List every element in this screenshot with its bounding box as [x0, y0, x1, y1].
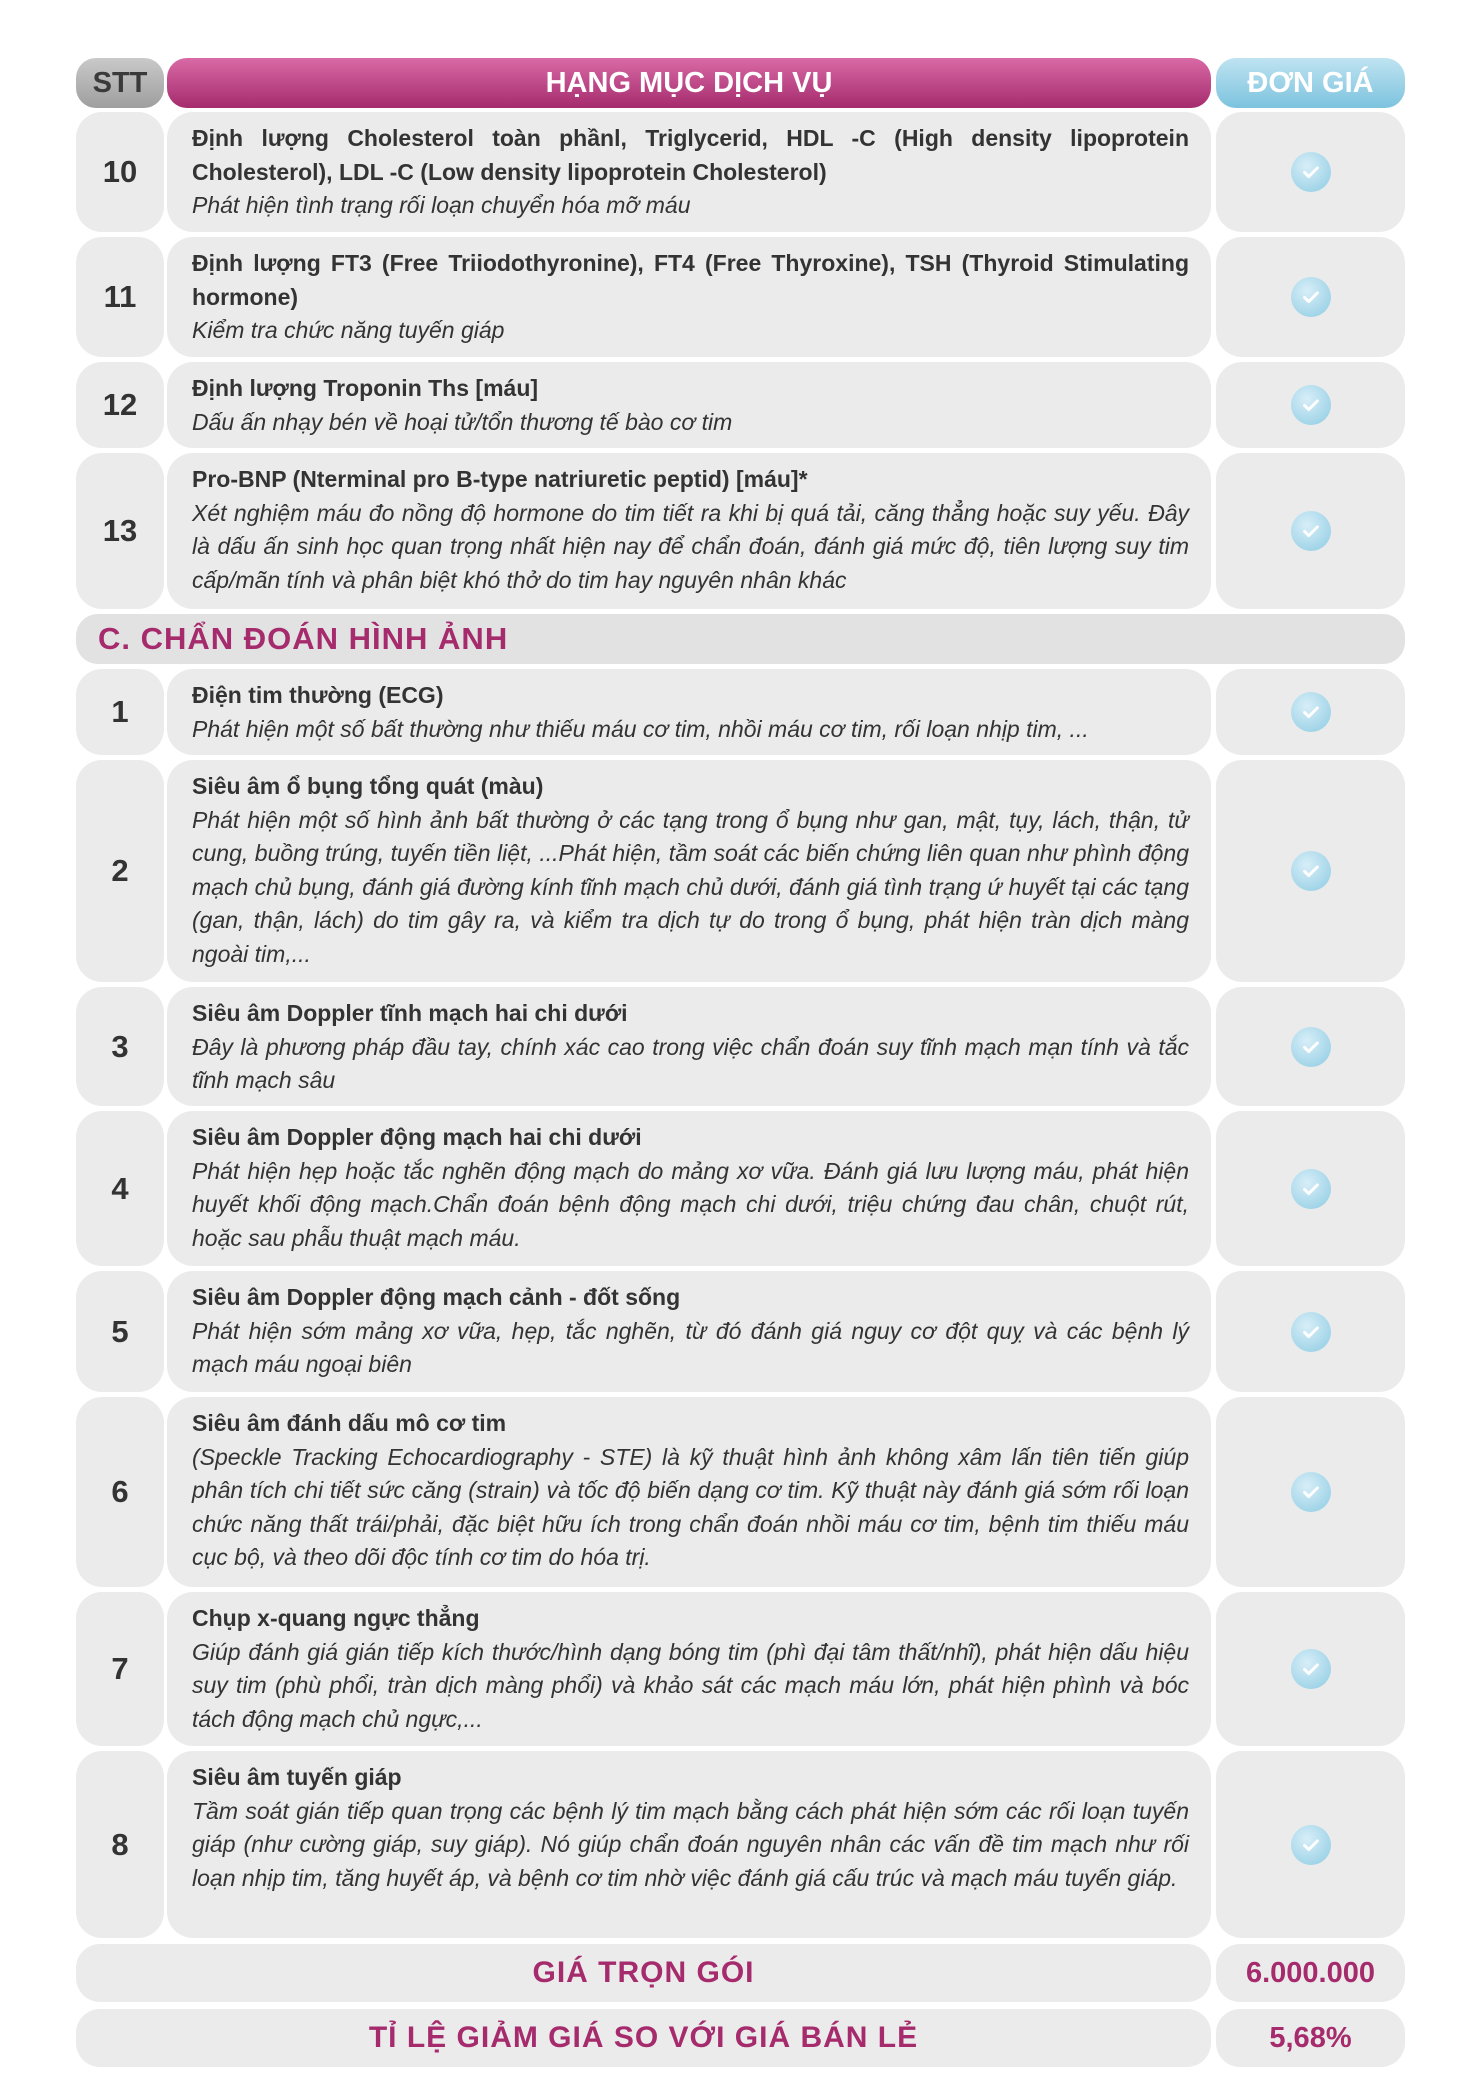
table-row: [167, 1111, 1211, 1266]
table-row: [167, 1592, 1211, 1746]
table-row: [167, 362, 1211, 448]
row-number: 1: [76, 669, 164, 755]
price-cell: [1216, 669, 1405, 755]
service-description: Phát hiện hẹp hoặc tắc nghẽn động mạch do mảng xơ vữa. Đánh giá lưu lượng máu, phát hiện huyết khối động mạch.Chẩn đoán bệnh động mạch chi dưới, triệu chứng đau chân, chuột rút, hoặc sau phẫu thuật mạch máu.: [192, 1157, 1189, 1251]
price-cell: [1216, 1271, 1405, 1392]
service-title: Chụp x-quang ngực thẳng: [192, 1605, 480, 1631]
service-title: Siêu âm Doppler động mạch hai chi dưới: [192, 1124, 642, 1150]
service-description: Tầm soát gián tiếp quan trọng các bệnh lý tim mạch bằng cách phát hiện sớm các rối loạn tuyến giáp (như cường giáp, suy giáp). Nó giúp chẩn đoán nguyên nhân các vấn đề tim mạch như rối loạn nhịp tim, tăng huyết áp, và bệnh cơ tim nhờ việc đánh giá cấu trúc và mạch máu tuyến giáp.: [192, 1797, 1189, 1891]
check-circle-icon: [1291, 277, 1331, 317]
check-circle-icon: [1291, 511, 1331, 551]
row-number: 6: [76, 1397, 164, 1587]
section-title: C. CHẨN ĐOÁN HÌNH ẢNH: [76, 614, 1405, 664]
table-row: [167, 237, 1211, 357]
table-row: [167, 1397, 1211, 1587]
check-circle-icon: [1291, 1169, 1331, 1209]
service-title: Siêu âm ổ bụng tổng quát (màu): [192, 773, 544, 799]
price-cell: [1216, 1751, 1405, 1938]
service-title: Điện tim thường (ECG): [192, 682, 444, 708]
service-title: Định lượng FT3 (Free Triiodothyronine), FT4 (Free Thyroxine), TSH (Thyroid Stimulating hormone): [192, 250, 1189, 310]
price-cell: [1216, 237, 1405, 357]
table-row: [167, 1751, 1211, 1938]
check-circle-icon: [1291, 1312, 1331, 1352]
price-cell: [1216, 987, 1405, 1106]
service-description: Phát hiện một số bất thường như thiếu máu cơ tim, nhồi máu cơ tim, rối loạn nhịp tim, ...: [192, 715, 1089, 742]
service-title: Siêu âm đánh dấu mô cơ tim: [192, 1410, 507, 1436]
row-number: 8: [76, 1751, 164, 1938]
service-title: Pro-BNP (Nterminal pro B-type natriuretic peptid) [máu]*: [192, 466, 808, 492]
service-title: Siêu âm Doppler động mạch cảnh - đốt sống: [192, 1284, 681, 1310]
service-title: Định lượng Troponin Ths [máu]: [192, 375, 539, 401]
check-circle-icon: [1291, 1472, 1331, 1512]
service-description: Phát hiện tình trạng rối loạn chuyển hóa mỡ máu: [192, 192, 691, 218]
table-row: [167, 760, 1211, 982]
price-cell: [1216, 1397, 1405, 1587]
price-cell: [1216, 112, 1405, 232]
service-description: Kiểm tra chức năng tuyến giáp: [192, 317, 505, 343]
service-description: Phát hiện một số hình ảnh bất thường ở các tạng trong ổ bụng như gan, mật, tụy, lách, thận, tử cung, buồng trúng, tuyến tiền liệt, ...Phát hiện, tầm soát các biến chứng liên quan như phình động mạch chủ bụng, đánh giá đường kính tĩnh mạch chủ dưới, đánh giá tình trạng ứ huyết tại các tạng (gan, thận, lách) do tim gây ra, và kiểm tra dịch tự do trong ổ bụng, phát hiện tràn dịch màng ngoài tim,...: [192, 806, 1189, 967]
row-number: 5: [76, 1271, 164, 1392]
check-circle-icon: [1291, 385, 1331, 425]
table-row: [167, 1271, 1211, 1392]
check-circle-icon: [1291, 152, 1331, 192]
header-service: HẠNG MỤC DỊCH VỤ: [167, 58, 1211, 108]
price-cell: [1216, 1111, 1405, 1266]
service-title: Siêu âm tuyến giáp: [192, 1764, 402, 1790]
header-price: ĐƠN GIÁ: [1216, 58, 1405, 108]
price-cell: [1216, 760, 1405, 982]
check-circle-icon: [1291, 851, 1331, 891]
service-description: Xét nghiệm máu đo nồng độ hormone do tim tiết ra khi bị quá tải, căng thẳng hoặc suy yếu. Đây là dấu ấn sinh học quan trọng nhất hiện nay để chẩn đoán, đánh giá mức độ, tiên lượng suy tim cấp/mãn tính và phân biệt khó thở do tim hay nguyên nhân khác: [192, 499, 1189, 593]
package-price-label: GIÁ TRỌN GÓI: [76, 1944, 1211, 2002]
row-number: 4: [76, 1111, 164, 1266]
row-number: 12: [76, 362, 164, 448]
row-number: 10: [76, 112, 164, 232]
check-circle-icon: [1291, 692, 1331, 732]
discount-label: TỈ LỆ GIẢM GIÁ SO VỚI GIÁ BÁN LẺ: [76, 2009, 1211, 2067]
check-circle-icon: [1291, 1825, 1331, 1865]
service-description: Phát hiện sớm mảng xơ vữa, hẹp, tắc nghẽn, từ đó đánh giá nguy cơ đột quỵ và các bệnh lý mạch máu ngoại biên: [192, 1317, 1189, 1377]
check-circle-icon: [1291, 1649, 1331, 1689]
row-number: 7: [76, 1592, 164, 1746]
price-cell: [1216, 453, 1405, 609]
discount-value: 5,68%: [1216, 2009, 1405, 2067]
table-row: [167, 453, 1211, 609]
price-cell: [1216, 362, 1405, 448]
row-number: 11: [76, 237, 164, 357]
row-number: 13: [76, 453, 164, 609]
service-title: Siêu âm Doppler tĩnh mạch hai chi dưới: [192, 1000, 628, 1026]
check-circle-icon: [1291, 1027, 1331, 1067]
table-row: [167, 987, 1211, 1106]
row-number: 3: [76, 987, 164, 1106]
service-description: (Speckle Tracking Echocardiography - STE) là kỹ thuật hình ảnh không xâm lấn tiên tiến giúp phân tích chi tiết sức căng (strain) và tốc độ biến dạng cơ tim. Kỹ thuật này đánh giá sớm rối loạn chức năng thất trái/phải, đặc biệt hữu ích trong chẩn đoán nhồi máu cơ tim, bệnh tim thiếu máu cục bộ, và theo dõi độc tính cơ tim do hóa trị.: [192, 1443, 1189, 1570]
service-title: Định lượng Cholesterol toàn phầnl, Triglycerid, HDL -C (High density lipoprotein Cholesterol), LDL -C (Low density lipoprotein Cholesterol): [192, 125, 1189, 185]
price-cell: [1216, 1592, 1405, 1746]
table-row: [167, 112, 1211, 232]
table-row: [167, 669, 1211, 755]
header-stt: STT: [76, 58, 164, 108]
service-description: Giúp đánh giá gián tiếp kích thước/hình dạng bóng tim (phì đại tâm thất/nhĩ), phát hiện dấu hiệu suy tim (phù phổi, tràn dịch màng phổi) và khảo sát các mạch máu lớn, phát hiện phình và bóc tách động mạch chủ ngực,...: [192, 1638, 1189, 1732]
service-description: Đây là phương pháp đầu tay, chính xác cao trong việc chẩn đoán suy tĩnh mạch mạn tính và tắc tĩnh mạch sâu: [192, 1033, 1189, 1093]
package-price-value: 6.000.000: [1216, 1944, 1405, 2002]
service-description: Dấu ấn nhạy bén về hoại tử/tổn thương tế bào cơ tim: [192, 408, 733, 435]
row-number: 2: [76, 760, 164, 982]
